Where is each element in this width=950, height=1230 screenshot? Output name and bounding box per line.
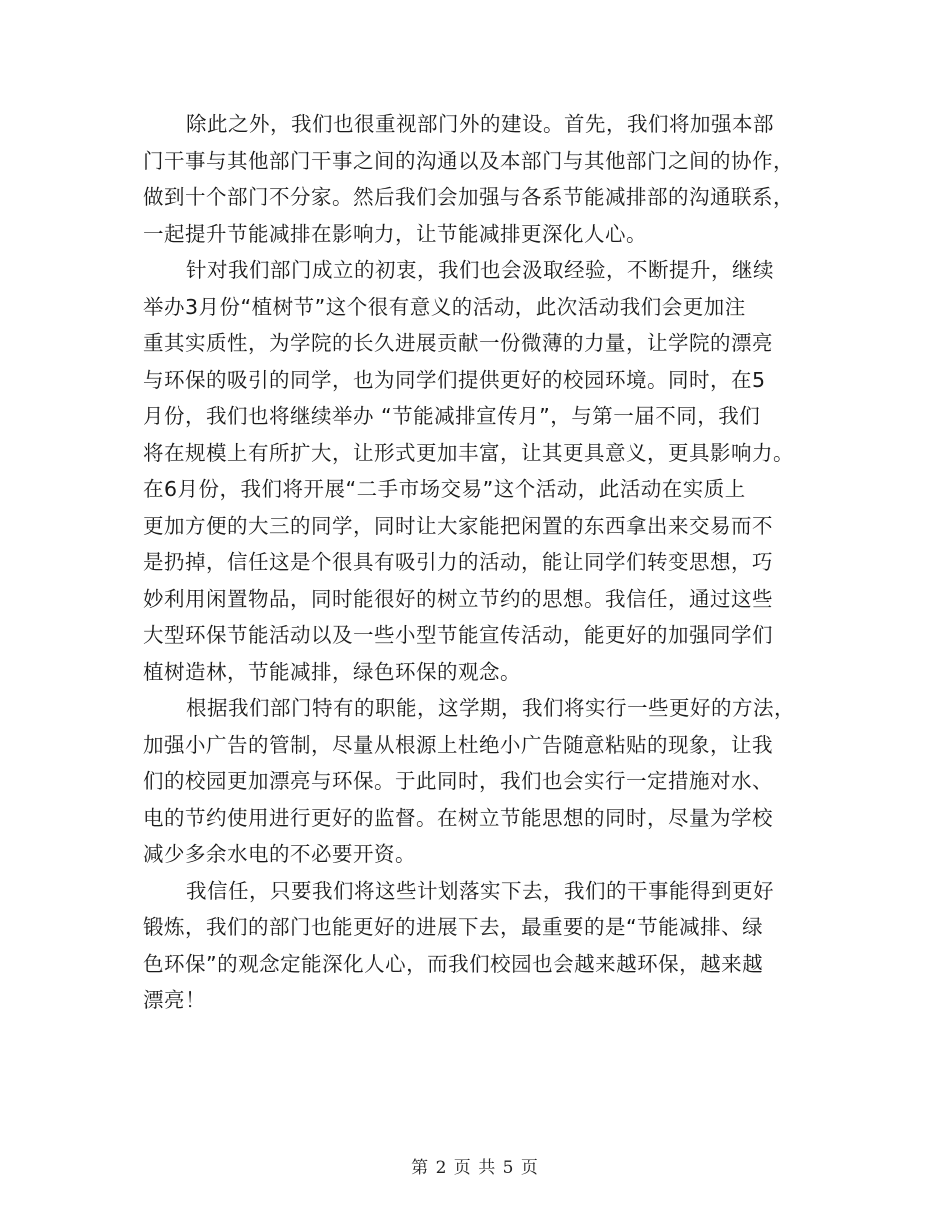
paragraph [143, 873, 823, 1019]
text-line: 月份，我们也将继续举办 “节能减排宣传月”，与第一届不同，我们 [143, 404, 761, 428]
text-line: 加强小广告的管制，尽量从根源上杜绝小广告随意粘贴的现象，让我 [143, 732, 773, 757]
text-line: 更加方便的大三的同学，同时让大家能把闲置的东西拿出来交易而不 [143, 513, 773, 538]
text-line: 在6月份，我们将开展“二手市场交易”这个活动，此活动在实质上 [143, 477, 746, 501]
text-line: 色环保”的观念定能深化人心，而我们校园也会越来越环保，越来越 [143, 951, 764, 976]
text-line: 是扔掉，信任这是个很具有吸引力的活动，能让同学们转变思想，巧 [143, 550, 773, 574]
text-line: 锻炼，我们的部门也能更好的进展下去，最重要的是“节能减排、绿 [143, 915, 764, 939]
text-line: 举办3月份“植树节”这个很有意义的活动，此次活动我们会更加注 [143, 294, 746, 319]
body-text [143, 106, 823, 1019]
text-line: 根据我们部门特有的职能，这学期，我们将实行一些更好的方法， [186, 696, 795, 720]
text-line: 妙利用闲置物品，同时能很好的树立节约的思想。我信任，通过这些 [143, 586, 773, 611]
text-line: 针对我们部门成立的初衷，我们也会汲取经验，不断提升，继续 [186, 258, 774, 282]
text-line: 重其实质性，为学院的长久进展贡献一份微薄的力量，让学院的漂亮 [143, 331, 773, 355]
text-line: 除此之外，我们也很重视部门外的建设。首先，我们将加强本部 [186, 112, 774, 136]
text-line: 将在规模上有所扩大，让形式更加丰富，让其更具意义，更具影响力。 [143, 440, 794, 465]
text-line: 一起提升节能减排在影响力，让节能减排更深化人心。 [143, 221, 647, 246]
text-line: 我信任，只要我们将这些计划落实下去，我们的干事能得到更好 [186, 878, 774, 903]
paragraph [143, 106, 823, 252]
page-number-footer: 第 2 页 共 5 页 [411, 1158, 539, 1178]
paragraph [143, 252, 823, 690]
text-line: 大型环保节能活动以及一些小型节能宣传活动，能更好的加强同学们 [143, 623, 773, 647]
text-line: 们的校园更加漂亮与环保。于此同时，我们也会实行一定措施对水、 [143, 769, 773, 793]
text-line: 植树造林，节能减排，绿色环保的观念。 [143, 659, 521, 684]
text-line: 门干事与其他部门干事之间的沟通以及本部门与其他部门之间的协作， [143, 148, 794, 173]
text-line: 做到十个部门不分家。然后我们会加强与各系节能减排部的沟通联系， [143, 185, 794, 209]
text-line: 减少多余水电的不必要开资。 [143, 842, 416, 866]
text-line: 漂亮！ [143, 988, 206, 1012]
text-line: 与环保的吸引的同学，也为同学们提供更好的校园环境。同时，在5 [143, 367, 766, 392]
paragraph [143, 690, 823, 873]
text-line: 电的节约使用进行更好的监督。在树立节能思想的同时，尽量为学校 [143, 805, 773, 830]
